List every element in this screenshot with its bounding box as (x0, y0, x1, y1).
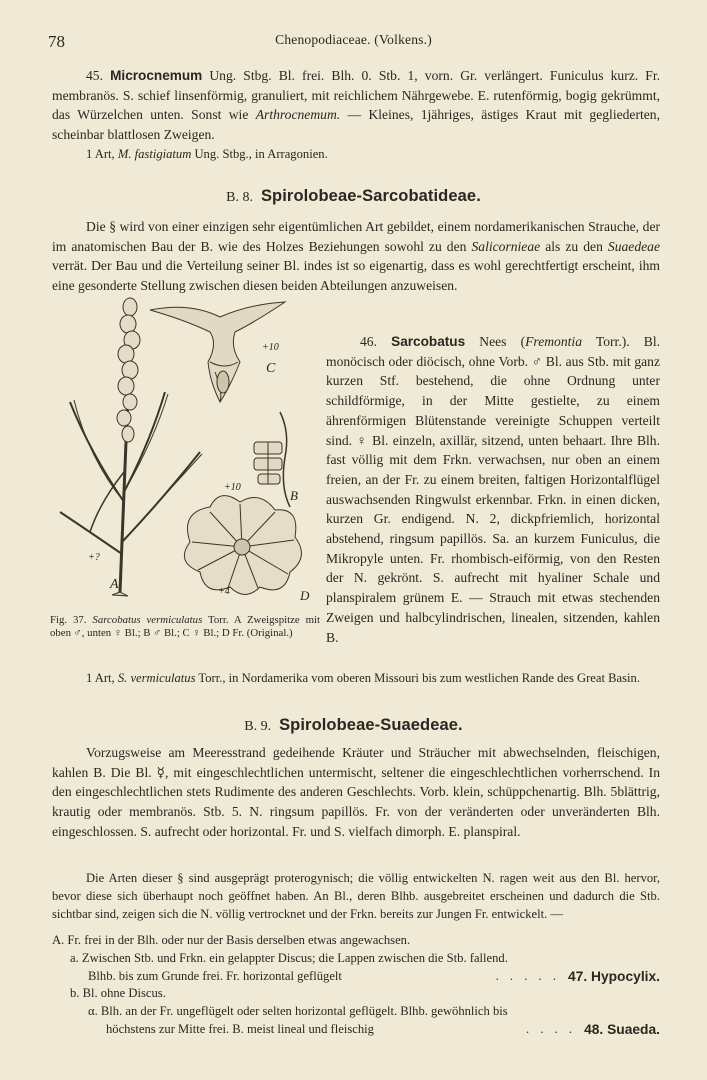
genus-synonym: Fremontia (525, 334, 582, 349)
label-D: D (300, 588, 310, 603)
section-b8-intro (52, 217, 660, 296)
mag-B: +10 (224, 482, 241, 493)
intro-paragraph (52, 217, 660, 296)
section-heading-b8 (0, 187, 707, 206)
section-b9-text (52, 743, 660, 842)
species-suffix: Ung. Stbg., in Arragonien. (191, 146, 328, 161)
section-b9-note (52, 870, 660, 923)
genus-key (52, 932, 660, 1039)
section-title: Spirolobeae-Sarcobatideae. (260, 187, 481, 205)
genus-text: Bl. monöcisch oder diöcisch, ohne Vorb. ♂ Bl. aus Stb. mit ganz kurzen Stf. bestehend, die ohne Ordnung unter schildförmige, in der Mitte gestielte, zu einem ährenförmigen Blütenstande vereinigte Schuppen verteilt sind. ♀ Bl. einzeln, axillär, sitzend, unten behaart. Ihre Blh. fast völlig mit dem Frkn. verwachsen, nur oben an einem freien, an der Fr. zu einem breiten, faltigen Horizontalflügel auswachsenden Ringwulst erkennbar. Frkn. in einen dicken, kurzen Gr. endigend. N. 2, dickpfriemlich, horizontal abstehend, ringsum papillös. Sa. an kurzem Funiculus, die Mikropyle unten. Fr. rhombisch-eiförmig, von den Resten der N. gekrönt. S. aufrecht mit hyaliner Schale und planspiralem grünem E. — Strauch mit etwas stechenden Zweigen und halbcylindrischen, linealen, sitzenden, kahlen B. (326, 334, 661, 645)
mag-C: +10 (262, 342, 279, 353)
species-note (52, 670, 660, 688)
page-number: 78 (48, 32, 65, 51)
mag-D: +4 (218, 586, 230, 597)
key-item-b: b. Bl. ohne Discus. (70, 986, 166, 1001)
species-name: S. vermiculatus (117, 671, 196, 685)
key-dots: . . . . (526, 1021, 577, 1036)
running-title: Chenopodiaceae. (Volkens.) (275, 32, 432, 47)
key-line-alpha (52, 1021, 660, 1039)
key-item-a: a. Zwischen Stb. und Frkn. ein gelappter Discus; die Lappen zwischen die Stb. fallend. (70, 950, 508, 965)
section-note: Die Arten dieser § sind ausgeprägt proterogynisch; die völlig entwickelten N. ragen weit aus den Bl. hervor, bevor diese sich überhaupt noch geöffnet haben. An Bl., deren Blhb. ausgebreitet erscheinen und dadurch die Stb. sichtbar sind, zeigen sich die N. völlig vertrocknet und der Frkn. bereits zur Jungen Fr. entwickelt. — (52, 871, 660, 921)
section-label: B. 8. (226, 190, 253, 205)
label-C: C (266, 361, 276, 376)
genus-number: 46. (360, 334, 377, 349)
section-paragraph: Vorzugsweise am Meeresstrand gedeihende Kräuter und Sträucher mit abwechselnden, fleischigen, kahlen B. Die Bl. ☿, mit eingeschlechtlichen untermischt, seltener die eingeschlechtlichen vorherrschend. In den eingeschlechtlichen stets Rudimente des anderen Geschlechts. Vorb. klein, schüppchenartig. Blh. 5blättrig, krautig oder membranös. Stb. 5. N. ringsum papillös. Fr. von der veränderten oder unveränderten Blh. eingeschlossen. S. aufrecht oder horizontal. Fr. und S. vielfach dimorph. E. planspiral. (52, 745, 660, 839)
genus-author: Nees ( (465, 334, 526, 349)
species-name: M. fastigiatum (117, 146, 192, 161)
genus-46-description (326, 332, 660, 647)
genus-text: Ung. Stbg. Bl. frei. Blh. 0. Stb. 1, vorn. Gr. verlängert. Funiculus kurz. Fr. membranös. S. schief linsenförmig, granuliert, mit reichlichem Nährgewebe. E. rutenförmig, bogig gekrümmt, das Würzelchen unten. Sonst wie (52, 68, 660, 123)
label-A: A (110, 577, 119, 592)
section-title: Spirolobeae-Suaedeae. (279, 716, 463, 734)
genus-name: Sarcobatus (391, 334, 466, 349)
genus-45-description (52, 66, 660, 145)
key-item-A: A. Fr. frei in der Blh. oder nur der Basis derselben etwas angewachsen. (52, 933, 411, 947)
genus-name: Microcnemum (110, 68, 203, 83)
species-note (52, 146, 660, 164)
genus-reference: Arthrocnemum. (255, 107, 341, 123)
mag-A: +? (88, 552, 100, 563)
key-genus-ref: 48. Suaeda. (584, 1021, 660, 1037)
species-prefix: 1 Art, (86, 146, 118, 161)
key-dots: . . . . . (495, 968, 560, 983)
section-heading-b9 (0, 716, 707, 735)
intro-text-c: verrät. Der Bau und die Verteilung seiner Bl. indes ist so eigenartig, dass es wohl gerechtfertigt erscheint, ihm eine gesonderte Stellung zwischen diesen beiden Abteilungen anzuweisen. (52, 258, 660, 294)
species-prefix: 1 Art, (86, 671, 118, 685)
key-text: höchstens zur Mitte frei. B. meist lineal und fleischig (106, 1021, 374, 1036)
caption-species: Sarcobatus vermiculatus (92, 614, 203, 626)
synonym-author: Torr.). (582, 334, 630, 349)
key-text: Blhb. bis zum Grunde frei. Fr. horizontal geflügelt (88, 968, 342, 983)
botanical-drawing (50, 292, 322, 612)
label-B: B (290, 488, 298, 503)
taxon-suaedeae: Suaedeae (607, 238, 660, 254)
species-note-46 (52, 670, 660, 688)
species-suffix: Torr., in Nordamerika vom oberen Missouri bis zum westlichen Rande des Great Basin. (195, 671, 640, 685)
figure-37-illustration (50, 292, 322, 612)
taxon-salicornieae: Salicornieae (471, 238, 541, 254)
intro-text-b: als zu den (540, 238, 608, 254)
key-genus-ref: 47. Hypocylix. (567, 968, 660, 984)
genus-45-block (52, 66, 660, 164)
figure-caption (50, 614, 320, 639)
genus-46-block (326, 332, 660, 647)
genus-text-cont: — Kleines, 1jähriges, ästiges Kraut mit gegliederten, scheinbar blattlosen Zweigen. (52, 107, 660, 143)
intro-text: Die § wird von einer einzigen sehr eigentümlichen Art gebildet, einem nordamerikanischen Strauche, der im anatomischen Bau der B. wie des Holzes Beziehungen sowohl zu den (52, 219, 660, 254)
caption-text: Torr. A Zweigspitze mit oben ♂, unten ♀ Bl.; B ♂ Bl.; C ♀ Bl.; D Fr. (Original.) (50, 614, 321, 639)
genus-number: 45. (86, 68, 103, 83)
caption-prefix: Fig. 37. (50, 614, 93, 626)
section-label: B. 9. (244, 719, 272, 734)
key-item-alpha: α. Blh. an der Fr. ungeflügelt oder selten horizontal geflügelt. Blhb. gewöhnlich bis (88, 1004, 508, 1019)
key-line-a (52, 968, 660, 986)
